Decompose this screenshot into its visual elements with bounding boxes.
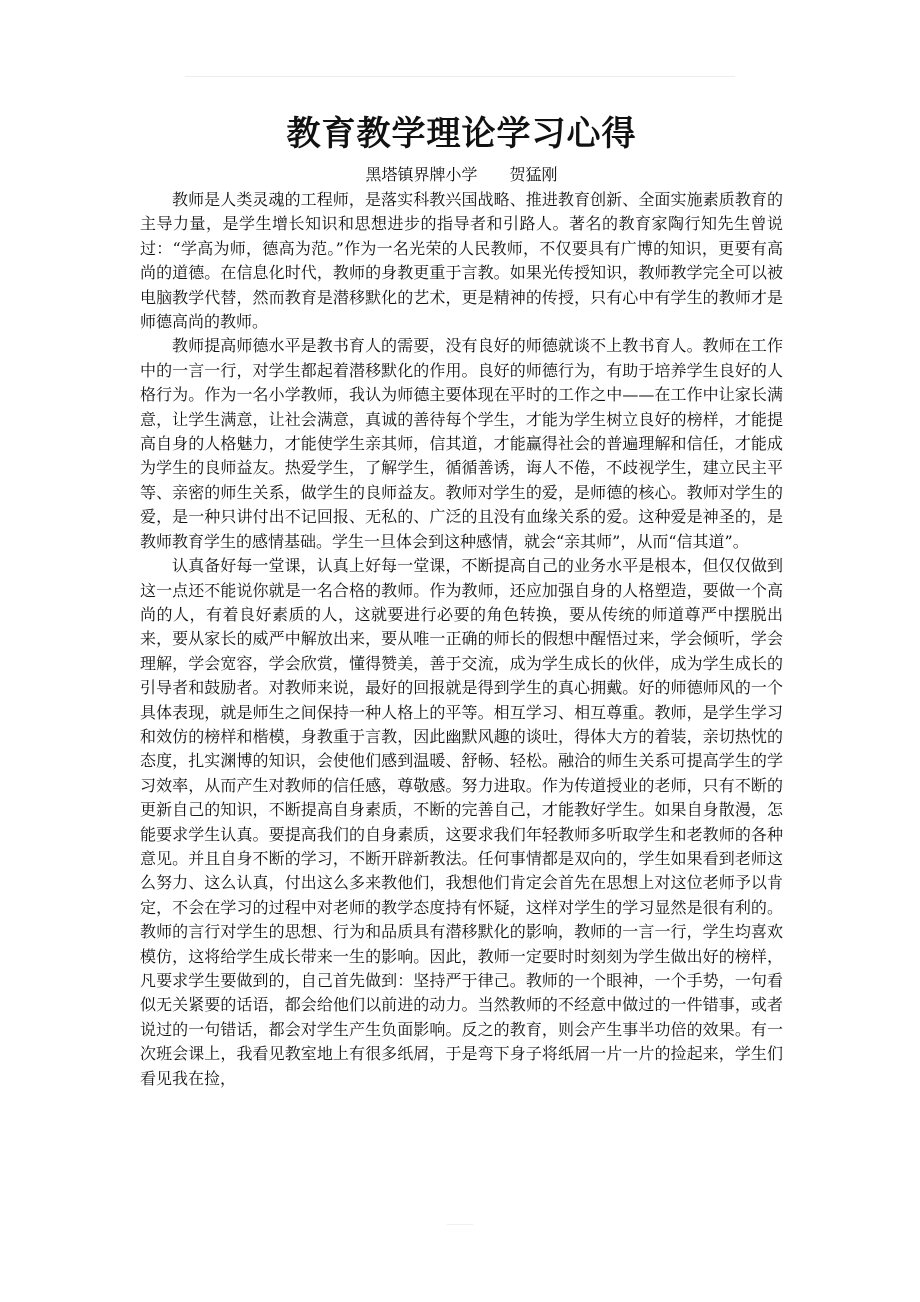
paragraph-3: 认真备好每一堂课，认真上好每一堂课，不断提高自己的业务水平是根本，但仅仅做到这一点还不能说你就是一名合格的教师。作为教师，还应加强自身的人格塑造，要做一个高尚的人，有着良好素质的人，这就要进行必要的角色转换，要从传统的师道尊严中摆脱出来，要从家长的威严中解放出来，要从唯一正确的师长的假想中醒悟过来，学会倾听，学会理解，学会宽容，学会欣赏，懂得赞美，善于交流，成为学生成长的伙伴，成为学生成长的引导者和鼓励者。对教师来说，最好的回报就是得到学生的真心拥戴。好的师德师风的一个具体表现，就是师生之间保持一种人格上的平等。相互学习、相互尊重。教师，是学生学习和效仿的榜样和楷模，身教重于言教，因此幽默风趣的谈吐，得体大方的着装，亲切热忱的态度，扎实渊博的知识，会使他们感到温暖、舒畅、轻松。融洽的师生关系可提高学生的学习效率，从而产生对教师的信任感，尊敬感。努力进取。作为传道授业的老师，只有不断的更新自己的知识，不断提高自身素质，不断的完善自己，才能教好学生。如果自身散漫，怎能要求学生认真。要提高我们的自身素质，这要求我们年轻教师多听取学生和老教师的各种意见。并且自身不断的学习，不断开辟新教法。任何事情都是双向的，学生如果看到老师这么努力、这么认真，付出这么多来教他们，我想他们肯定会首先在思想上对这位老师予以肯定，不会在学习的过程中对老师的教学态度持有怀疑，这样对学生的学习显然是很有利的。教师的言行对学生的思想、行为和品质具有潜移默化的影响，教师的一言一行，学生均喜欢模仿，这将给学生成长带来一生的影响。因此，教师一定要时时刻刻为学生做出好的榜样，凡要求学生要做到的，自己首先做到：坚持严于律己。教师的一个眼神，一个手势，一句看似无关紧要的话语，都会给他们以前进的动力。当然教师的不经意中做过的一件错事，或者说过的一句错话，都会对学生产生负面影响。反之的教育，则会产生事半功倍的效果。有一次班会课上，我看见教室地上有很多纸屑，于是弯下身子将纸屑一片一片的捡起来，学生们看见我在捡， [140, 556, 783, 1088]
header-rule [185, 76, 735, 77]
paragraph-1: 教师是人类灵魂的工程师，是落实科教兴国战略、推进教育创新、全面实施素质教育的主导力量，是学生增长知识和思想进步的指导者和引路人。著名的教育家陶行知先生曾说过：“学高为师，德高为范。”作为一名光荣的人民教师，不仅要具有广博的知识，更要有高尚的道德。在信息化时代，教师的身教更重于言教。如果光传授知识，教师教学完全可以被电脑教学代替，然而教育是潜移默化的艺术，更是精神的传授，只有心中有学生的教师才是师德高尚的教师。 [140, 190, 783, 332]
document-page [140, 110, 783, 1091]
author-byline: 黑塔镇界牌小学 贺猛刚 [365, 165, 558, 184]
document-title: 教育教学理论学习心得 [286, 114, 637, 154]
paragraph-2: 教师提高师德水平是教书育人的需要，没有良好的师德就谈不上教书育人。教师在工作中的一言一行，对学生都起着潜移默化的作用。良好的师德行为，有助于培养学生良好的人格行为。作为一名小学教师，我认为师德主要体现在平时的工作之中——在工作中让家长满意，让学生满意，让社会满意，真诚的善待每个学生，才能为学生树立良好的榜样，才能提高自身的人格魅力，才能使学生亲其师，信其道，才能赢得社会的普遍理解和信任，才能成为学生的良师益友。热爱学生，了解学生，循循善诱，诲人不倦，不歧视学生，建立民主平等、亲密的师生关系，做学生的良师益友。教师对学生的爱，是师德的核心。教师对学生的爱，是一种只讲付出不记回报、无私的、广泛的且没有血缘关系的爱。这种爱是神圣的，是教师教育学生的感情基础。学生一旦体会到这种感情，就会“亲其师”，从而“信其道”。 [140, 336, 783, 551]
footer-mark [447, 1224, 473, 1225]
